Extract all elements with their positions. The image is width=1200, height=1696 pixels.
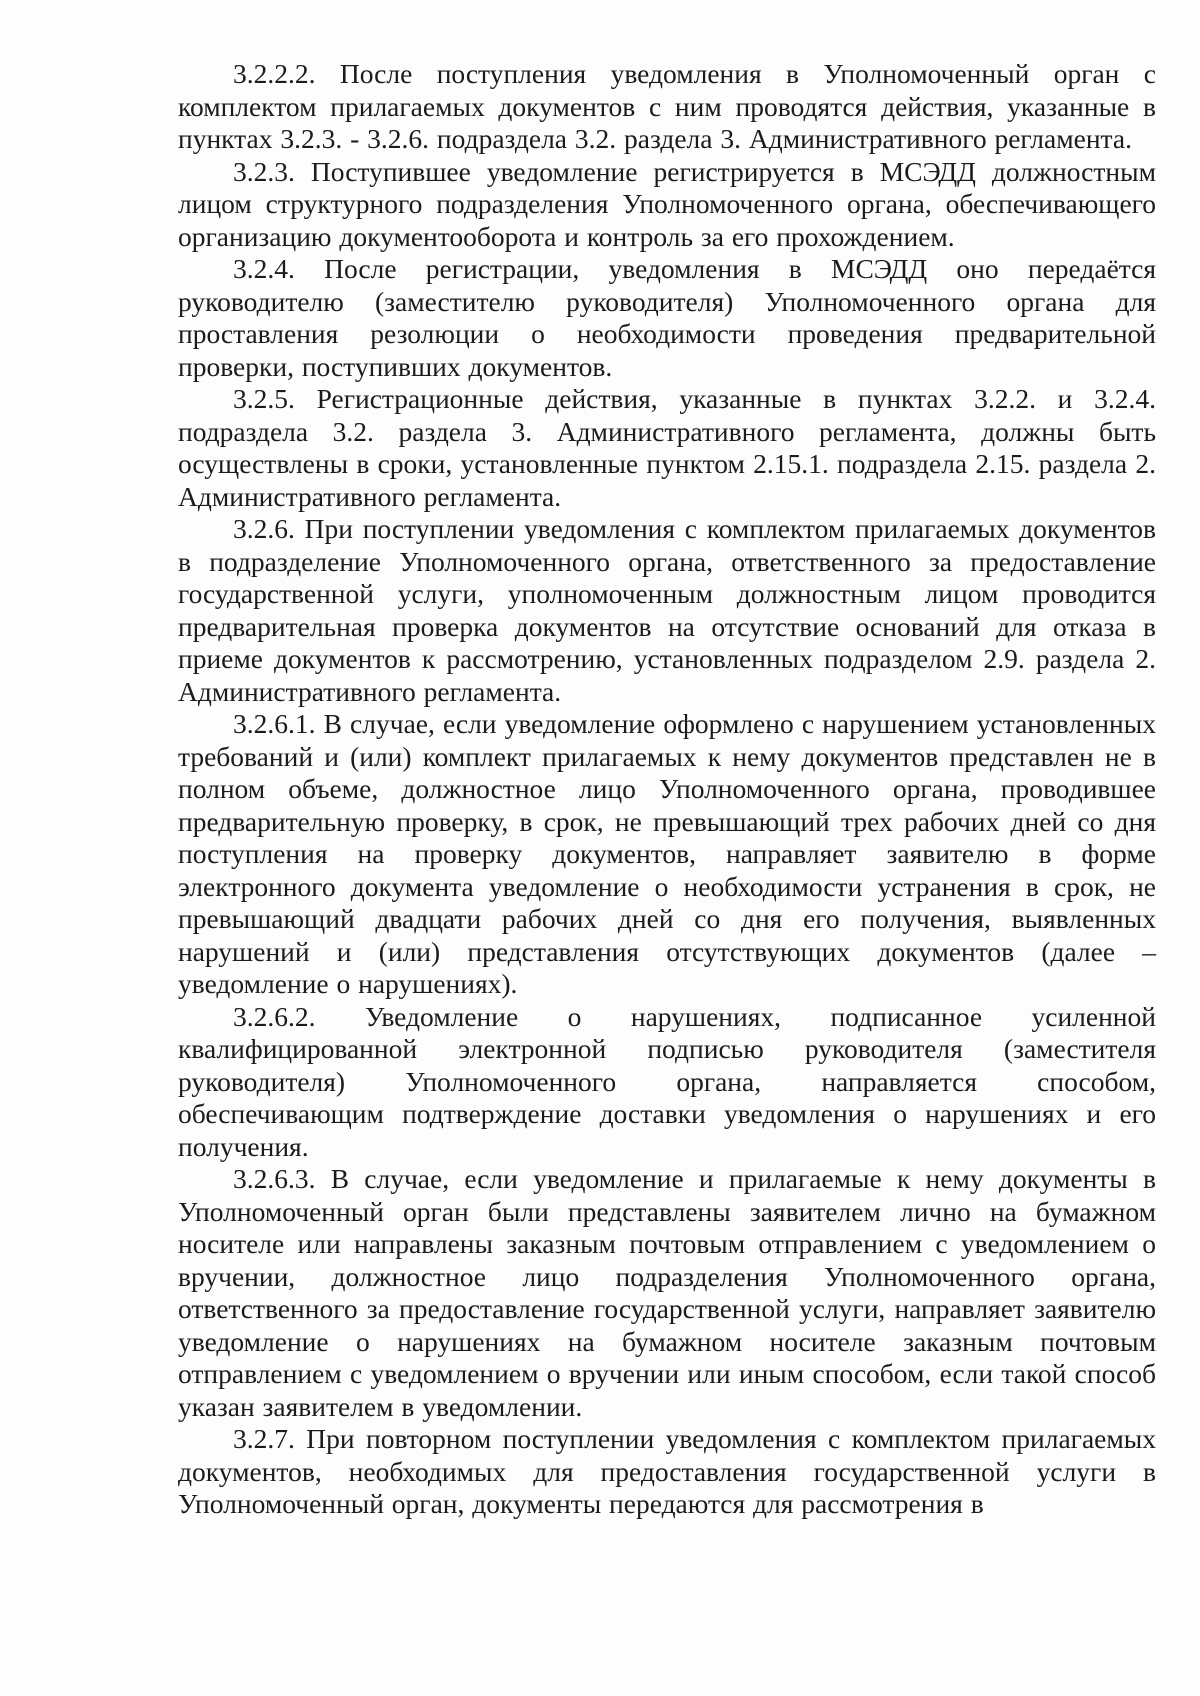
paragraph-3-2-6: 3.2.6. При поступлении уведомления с комплектом прилагаемых документов в подразделение Уполномоченного органа, ответственного за предоставление государственной услуги, уполномоченным должностным лицом проводится предварительная проверка документов на отсутствие оснований для отказа в приеме документов к рассмотрению, установленных подразделом 2.9. раздела 2. Административного регламента.: [178, 513, 1156, 707]
paragraph-3-2-4: 3.2.4. После регистрации, уведомления в МСЭДД оно передаётся руководителю (заместителю руководителя) Уполномоченного органа для проставления резолюции о необходимости проведения предварительной проверки, поступивших документов.: [178, 253, 1156, 382]
document-body: [178, 58, 1156, 1521]
paragraph-3-2-3: 3.2.3. Поступившее уведомление регистрируется в МСЭДД должностным лицом структурного подразделения Уполномоченного органа, обеспечивающего организацию документооборота и контроль за его прохождением.: [178, 155, 1156, 252]
paragraph-3-2-6-2: 3.2.6.2. Уведомление о нарушениях, подписанное усиленной квалифицированной электронной подписью руководителя (заместителя руководителя) Уполномоченного органа, направляется способом, обеспечивающим подтверждение доставки уведомления о нарушениях и его получения.: [178, 1000, 1156, 1162]
paragraph-3-2-6-3: 3.2.6.3. В случае, если уведомление и прилагаемые к нему документы в Уполномоченный орган были представлены заявителем лично на бумажном носителе или направлены заказным почтовым отправлением с уведомлением о вручении, должностное лицо подразделения Уполномоченного органа, ответственного за предоставление государственной услуги, направляет заявителю уведомление о нарушениях на бумажном носителе заказным почтовым отправлением с уведомлением о вручении или иным способом, если такой способ указан заявителем в уведомлении.: [178, 1163, 1156, 1422]
paragraph-3-2-6-1: 3.2.6.1. В случае, если уведомление оформлено с нарушением установленных требований и (или) комплект прилагаемых к нему документов представлен не в полном объеме, должностное лицо Уполномоченного органа, проводившее предварительную проверку, в срок, не превышающий трех рабочих дней со дня поступления на проверку документов, направляет заявителю в форме электронного документа уведомление о необходимости устранения в срок, не превышающий двадцати рабочих дней со дня его получения, выявленных нарушений и (или) представления отсутствующих документов (далее – уведомление о нарушениях).: [178, 708, 1156, 999]
paragraph-3-2-7: 3.2.7. При повторном поступлении уведомления с комплектом прилагаемых документов, необходимых для предоставления государственной услуги в Уполномоченный орган, документы передаются для рассмотрения в: [178, 1423, 1156, 1519]
paragraph-3-2-2-2: 3.2.2.2. После поступления уведомления в Уполномоченный орган с комплектом прилагаемых документов с ним проводятся действия, указанные в пунктах 3.2.3. - 3.2.6. подраздела 3.2. раздела 3. Административного регламента.: [178, 58, 1156, 154]
paragraph-3-2-5: 3.2.5. Регистрационные действия, указанные в пунктах 3.2.2. и 3.2.4. подраздела 3.2. раздела 3. Административного регламента, должны быть осуществлены в сроки, установленные пунктом 2.15.1. подраздела 2.15. раздела 2. Административного регламента.: [178, 383, 1156, 512]
